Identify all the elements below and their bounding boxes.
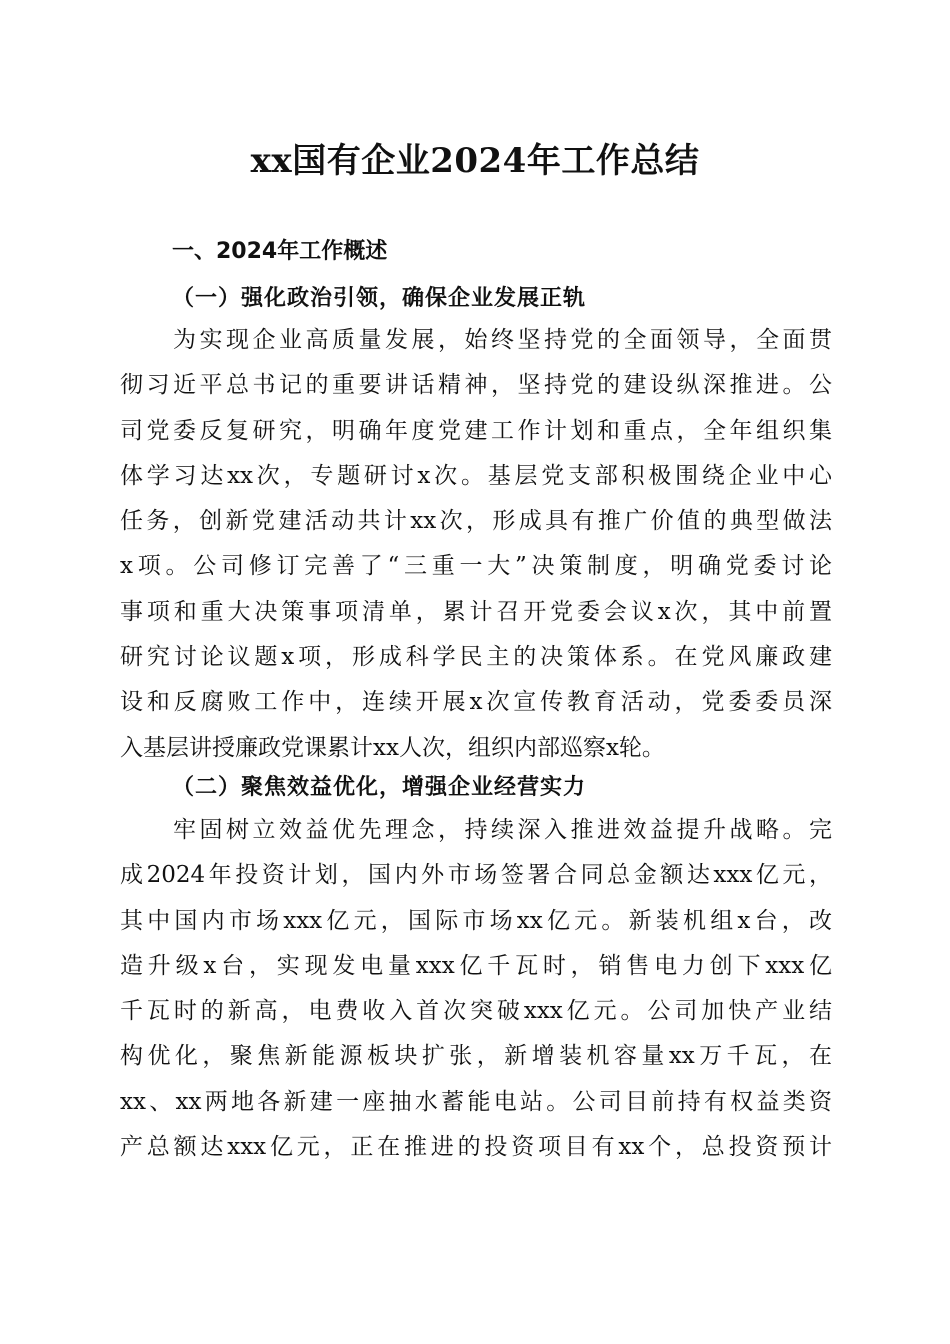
- subsection-heading-political: （一）强化政治引领，确保企业发展正轨: [172, 285, 587, 311]
- paragraph-line: 产总额达xxx亿元，正在推进的投资项目有xx个，总投资预计: [120, 1134, 832, 1161]
- paragraph-line: 其中国内市场xxx亿元，国际市场xx亿元。新装机组x台，改: [120, 907, 832, 934]
- paragraph-line: 为实现企业高质量发展，始终坚持党的全面领导，全面贯: [120, 327, 832, 353]
- paragraph-line: 设和反腐败工作中，连续开展x次宣传教育活动，党委委员深: [120, 689, 832, 716]
- paragraph-political: [120, 318, 832, 771]
- section-heading-overview: 一、2024年工作概述: [172, 239, 388, 264]
- paragraph-line: 成2024年投资计划，国内外市场签署合同总金额达xxx亿元，: [120, 862, 832, 889]
- paragraph-line: 彻习近平总书记的重要讲话精神，坚持党的建设纵深推进。公: [120, 372, 832, 399]
- paragraph-line: 构优化，聚焦新能源板块扩张，新增装机容量xx万千瓦，在: [120, 1043, 832, 1070]
- paragraph-line: 任务，创新党建活动共计xx次，形成具有推广价值的典型做法: [120, 508, 832, 535]
- paragraph-line: x项。公司修订完善了“三重一大”决策制度，明确党委讨论: [120, 553, 832, 580]
- paragraph-line: 事项和重大决策事项清单，累计召开党委会议x次，其中前置: [120, 598, 832, 625]
- paragraph-line: 造升级x台，实现发电量xxx亿千瓦时，销售电力创下xxx亿: [120, 952, 832, 979]
- document-title: xx国有企业2024年工作总结: [250, 141, 700, 181]
- paragraph-line: 千瓦时的新高，电费收入首次突破xxx亿元。公司加快产业结: [120, 998, 832, 1025]
- paragraph-line: 研究讨论议题x项，形成科学民主的决策体系。在党风廉政建: [120, 644, 832, 671]
- paragraph-line: xx、xx两地各新建一座抽水蓄能电站。公司目前持有权益类资: [120, 1088, 832, 1115]
- paragraph-line: 司党委反复研究，明确年度党建工作计划和重点，全年组织集: [120, 417, 832, 444]
- paragraph-efficiency: [120, 808, 832, 1170]
- subsection-heading-efficiency: （二）聚焦效益优化，增强企业经营实力: [172, 774, 587, 800]
- paragraph-line: 入基层讲授廉政党课累计xx人次，组织内部巡察x轮。: [120, 734, 665, 761]
- paragraph-line: 体学习达xx次，专题研讨x次。基层党支部积极围绕企业中心: [120, 462, 832, 489]
- paragraph-line: 牢固树立效益优先理念，持续深入推进效益提升战略。完: [120, 817, 832, 843]
